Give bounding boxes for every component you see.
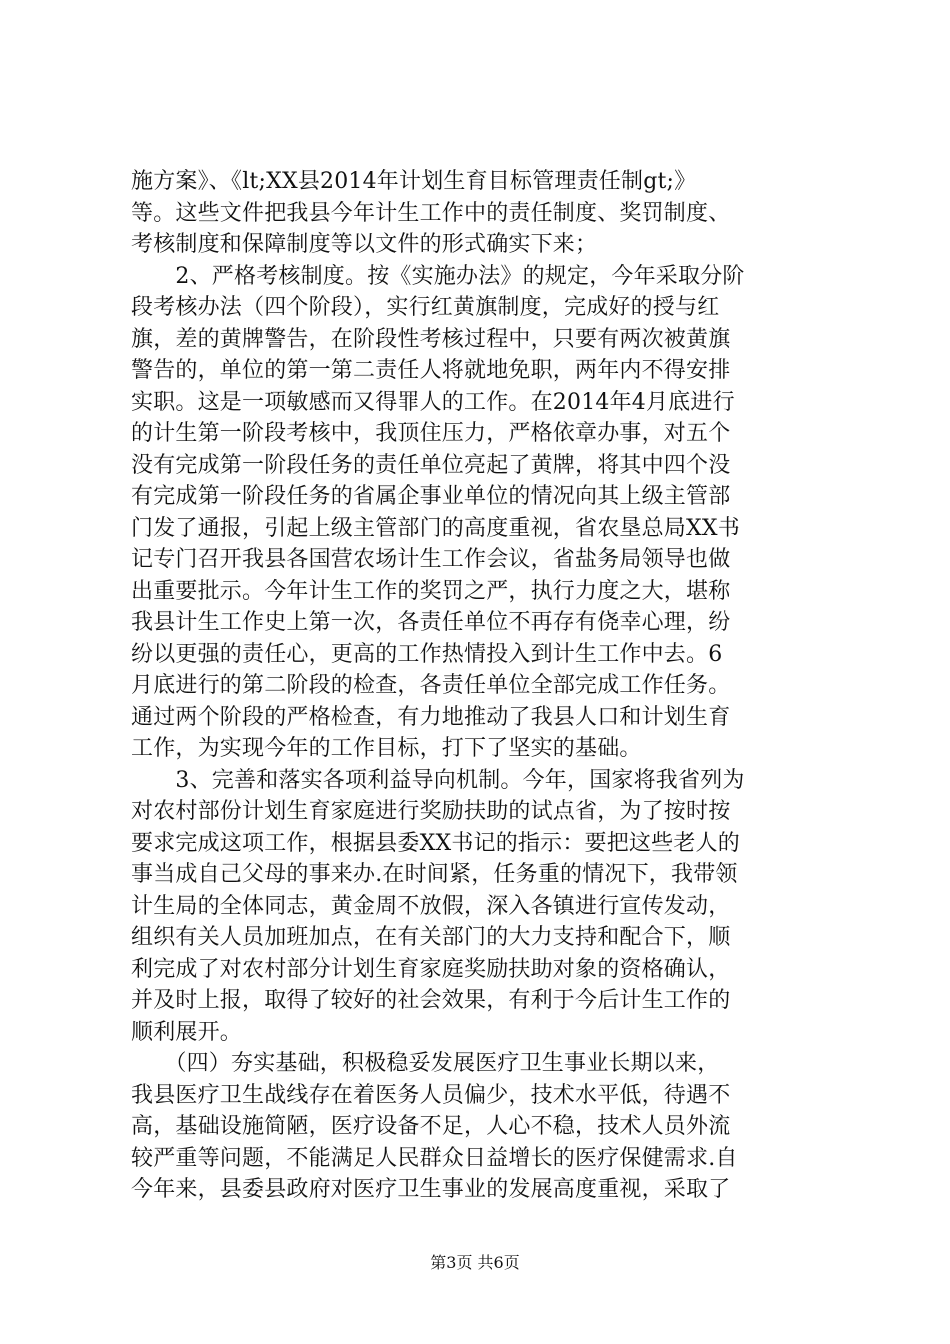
text-line: 事当成自己父母的事来办.在时间紧，任务重的情况下，我带领: [131, 862, 738, 887]
text-line: 高，基础设施简陋，医疗设备不足，人心不稳，技术人员外流: [131, 1114, 731, 1139]
text-line: 今年来，县委县政府对医疗卫生事业的发展高度重视，采取了: [131, 1177, 731, 1202]
text-line: 门发了通报，引起上级主管部门的高度重视，省农垦总局XX书: [131, 515, 740, 541]
text-line: 出重要批示。今年计生工作的奖罚之严，执行力度之大，堪称: [131, 578, 731, 604]
text-line: 并及时上报，取得了较好的社会效果，有利于今后计生工作的: [131, 988, 731, 1013]
text-line: 的计生第一阶段考核中，我顶住压力，严格依章办事，对五个: [131, 421, 731, 446]
page-footer: [0, 1253, 950, 1273]
text-line: 考核制度和保障制度等以文件的形式确实下来；: [131, 232, 598, 257]
text-line: 顺利展开。: [131, 1019, 243, 1045]
text-line: 纷以更强的责任心，更高的工作热情投入到计生工作中去。6: [131, 641, 723, 667]
page-number: 第3页 共6页: [430, 1253, 520, 1272]
text-line: 通过两个阶段的严格检查，有力地推动了我县人口和计划生育: [131, 704, 731, 730]
text-line: 没有完成第一阶段任务的责任单位亮起了黄牌，将其中四个没: [131, 452, 731, 478]
text-line: 较严重等问题，不能满足人民群众日益增长的医疗保健需求.自: [131, 1145, 738, 1171]
text-line: 段考核办法（四个阶段），实行红黄旗制度，完成好的授与红: [131, 295, 720, 320]
text-line: 等。这些文件把我县今年计生工作中的责任制度、奖罚制度、: [131, 200, 731, 226]
text-line: 月底进行的第二阶段的检查，各责任单位全部完成工作任务。: [131, 673, 731, 698]
text-line: 2、严格考核制度。按《实施办法》的规定，今年采取分阶: [131, 263, 745, 289]
text-line: 计生局的全体同志，黄金周不放假，深入各镇进行宣传发动，: [131, 893, 731, 919]
text-line: 组织有关人员加班加点，在有关部门的大力支持和配合下，顺: [131, 925, 731, 950]
text-line: 3、完善和落实各项利益导向机制。今年，国家将我省列为: [131, 767, 745, 793]
text-line: 要求完成这项工作，根据县委XX书记的指示：要把这些老人的: [131, 830, 740, 856]
text-line: 施方案》、《lt;XX县2014年计划生育目标管理责任制gt;》: [131, 169, 697, 194]
text-line: 有完成第一阶段任务的省属企事业单位的情况向其上级主管部: [131, 484, 731, 509]
text-line: 实职。这是一项敏感而又得罪人的工作。在2014年4月底进行: [131, 389, 735, 415]
body-text: [131, 166, 806, 1206]
text-line: 工作，为实现今年的工作目标，打下了坚实的基础。: [131, 736, 642, 761]
text-line: 利完成了对农村部分计划生育家庭奖励扶助对象的资格确认，: [131, 956, 731, 982]
text-line: 记专门召开我县各国营农场计生工作会议，省盐务局领导也做: [131, 547, 731, 572]
text-line: 我县医疗卫生战线存在着医务人员偏少，技术水平低，待遇不: [131, 1082, 731, 1108]
text-line: （四）夯实基础，积极稳妥发展医疗卫生事业长期以来，: [131, 1051, 720, 1076]
text-line: 对农村部份计划生育家庭进行奖励扶助的试点省，为了按时按: [131, 799, 731, 824]
text-line: 旗，差的黄牌警告，在阶段性考核过程中，只要有两次被黄旗: [131, 326, 731, 352]
text-line: 我县计生工作史上第一次，各责任单位不再存有侥幸心理，纷: [131, 610, 731, 635]
text-line: 警告的，单位的第一第二责任人将就地免职，两年内不得安排: [131, 358, 731, 383]
